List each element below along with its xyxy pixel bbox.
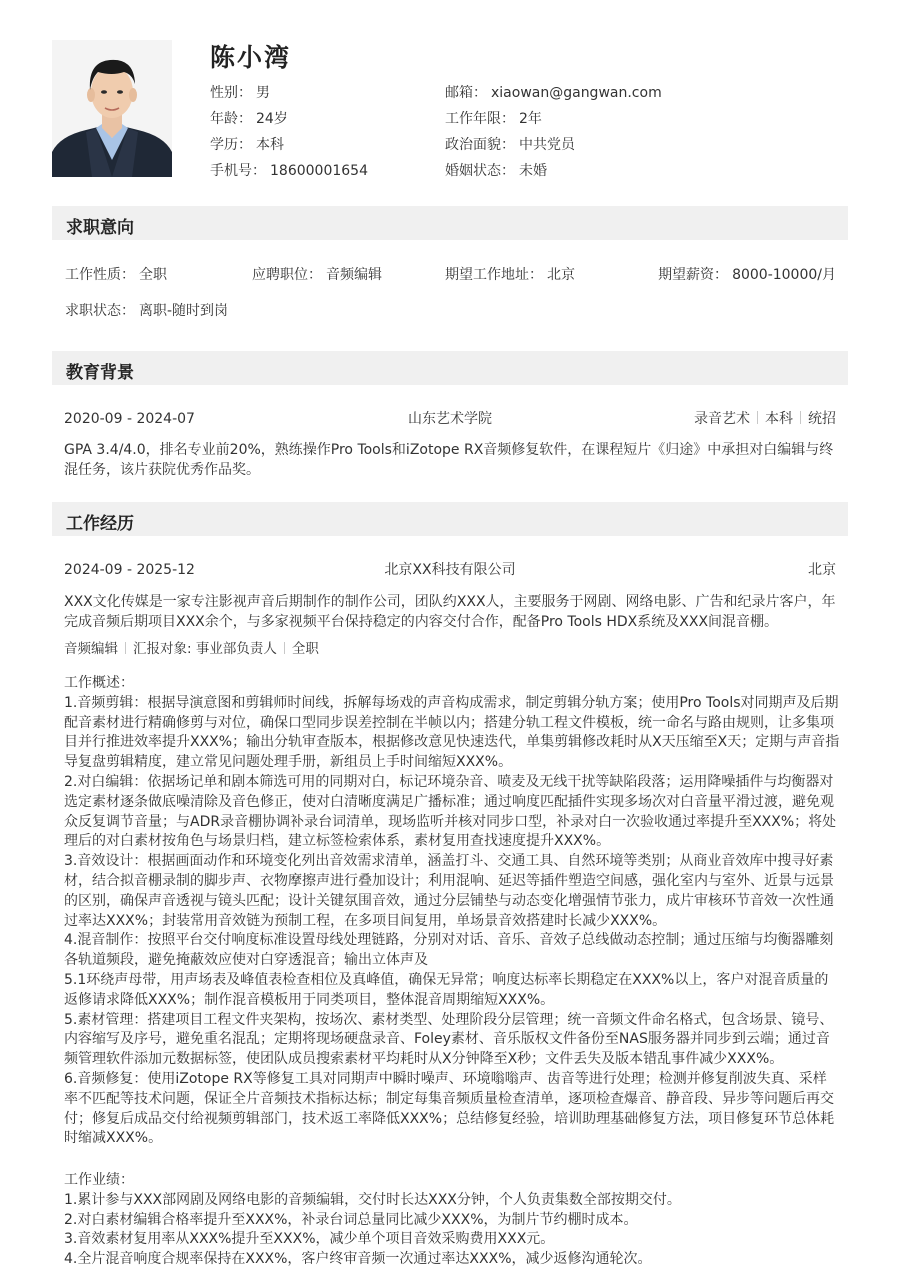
section-title: 工作经历: [66, 514, 134, 534]
education-major: 录音艺术: [694, 411, 750, 427]
section-title: 求职意向: [66, 218, 134, 238]
overview-item: 6.音频修复：使用iZotope RX等修复工具对同期声中瞬时噪声、环境嗡嗡声、齿音等进行处理；检测并修复削波失真、采样率不匹配等技术问题，保证全片音频技术指标达标；制定每集音频质量检查清单，逐项检查爆音、静音段、异步等问题后再交付；修复后成品交付给视频剪辑部门，技术返工率降低XXX%；总结修复经验，培训助理基础修复方法，项目修复环节总体耗时缩减XXX%。: [64, 1070, 835, 1147]
achievement-item: 3.音效素材复用率从XXX%提升至XXX%，减少单个项目音效采购费用XXX元。: [64, 1231, 555, 1248]
divider: [757, 411, 758, 424]
work-company: 北京XX科技有限公司: [384, 562, 516, 578]
overview-item: 2.对白编辑：依据场记单和剧本筛选可用的同期对白，标记环境杂音、喷麦及无线干扰等缺陷段落；运用降噪插件与均衡器对选定素材逐条做底噪清除及音色修正，使对白清晰度满足广播标准；通过响度匹配插件实现多场次对白音量平滑过渡，避免观众反复调节音量；与ADR录音棚协调补录台词清单，现场监听并核对同步口型，补录对白一次验收通过率提升至XXX%；将处理后的对白素材按角色与场景归档，建立标签检索体系，素材复用查找速度提升XXX%。: [64, 773, 837, 850]
work-achievements: [64, 1171, 840, 1270]
overview-item: 5.素材管理：搭建项目工程文件夹架构，按场次、素材类型、处理阶段分层管理；统一音频文件命名格式，包含场景、镜号、内容缩写及序号，避免重名混乱；定期将现场硬盘录音、Foley素材、音乐版权文件备份至NAS服务器并同步到云端；通过音频管理软件添加元数据标签，使团队成员搜索素材平均耗时从X分钟降至X秒；文件丢失及版本错乱事件减少XXX%。: [64, 1011, 834, 1068]
info-education: 学历： 本科: [210, 137, 284, 153]
profile-photo: [52, 40, 172, 177]
intent-status: 求职状态： 离职-随时到岗: [65, 303, 229, 319]
info-work-years: 工作年限： 2年: [445, 111, 542, 127]
info-marital-status: 婚姻状态： 未婚: [445, 163, 547, 179]
tag-position: 音频编辑: [64, 641, 118, 657]
education-details: [694, 410, 836, 428]
basic-info-left: [210, 84, 368, 188]
intent-salary: 期望薪资： 8000-10000/月: [658, 267, 836, 283]
work-overview: [64, 674, 840, 1149]
intent-position: 应聘职位： 音频编辑: [252, 267, 382, 283]
divider: [125, 642, 126, 654]
section-header-work: [52, 502, 848, 536]
overview-title: 工作概述：: [64, 675, 134, 691]
work-city: 北京: [808, 562, 836, 578]
intent-job-type: 工作性质： 全职: [65, 267, 167, 283]
education-degree: 本科: [765, 411, 793, 427]
achievement-item: 4.全片混音响度合规率保持在XXX%，客户终审音频一次通过率达XXX%，减少返修沟通轮次。: [64, 1251, 652, 1268]
work-tags: [64, 640, 319, 658]
info-email: 邮箱： xiaowan@gangwan.com: [445, 85, 662, 101]
achievements-title: 工作业绩：: [64, 1172, 134, 1188]
education-period: 2020-09 - 2024-07: [64, 411, 195, 427]
tag-report-to: 汇报对象: 事业部负责人: [133, 641, 277, 657]
info-phone: 手机号： 18600001654: [210, 163, 368, 179]
intent-location: 期望工作地址： 北京: [445, 267, 575, 283]
overview-item: 3.音效设计：根据画面动作和环境变化列出音效需求清单，涵盖打斗、交通工具、自然环境等类别；从商业音效库中搜寻好素材，结合拟音棚录制的脚步声、衣物摩擦声进行叠加设计；利用混响、延迟等插件塑造空间感，强化室内与室外、近景与远景的区别，确保声音透视与镜头匹配；设计关键氛围音效，通过分层铺垫与动态变化增强情节张力，成片审核环节音效一次性通过率达XXX%；封装常用音效链为预制工程，在多项目间复用，单场景音效搭建时长减少XXX%。: [64, 853, 834, 929]
section-header-intent: [52, 206, 848, 240]
info-political-status: 政治面貌： 中共党员: [445, 137, 575, 153]
achievement-item: 1.累计参与XXX部网剧及网络电影的音频编辑，交付时长达XXX分钟，个人负责集数全部按期交付。: [64, 1191, 681, 1208]
education-description: GPA 3.4/4.0，排名专业前20%，熟练操作Pro Tools和iZotope RX音频修复软件，在课程短片《归途》中承担对白编辑与终混任务，该片获院优秀作品奖。: [64, 442, 834, 478]
avatar-portrait-icon: [52, 40, 172, 177]
section-title: 教育背景: [66, 363, 134, 383]
divider: [800, 411, 801, 424]
section-header-education: [52, 351, 848, 385]
tag-job-type: 全职: [291, 641, 319, 657]
info-gender: 性别： 男: [210, 85, 270, 101]
overview-item: 5.1环绕声母带，用声场表及峰值表检查相位及真峰值，确保无异常；响度达标率长期稳定在XXX%以上，客户对混音质量的返修请求降低XXX%；制作混音模板用于同类项目，整体混音周期缩短XXX%。: [64, 971, 829, 1008]
info-age: 年龄： 24岁: [210, 111, 288, 127]
overview-item: 4.混音制作：按照平台交付响度标准设置母线处理链路，分别对对话、音乐、音效子总线做动态控制；通过压缩与均衡器雕刻各轨道频段，避免掩蔽效应使对白穿透混音；输出立体声及: [64, 932, 834, 969]
divider: [284, 642, 285, 654]
overview-item: 1.音频剪辑：根据导演意图和剪辑师时间线，拆解每场戏的声音构成需求，制定剪辑分轨方案；使用Pro Tools对同期声及后期配音素材进行精确修剪与对位，确保口型同步误差控制在半帧以内；搭建分轨工程文件模板，统一命名与路由规则，让多集项目并行推进效率提升XXX%；输出分轨审查版本，根据修改意见快速迭代，单集剪辑修改耗时从X天压缩至X天；定期与声音指导复盘剪辑精度，建立常见问题处理手册，新组员上手时间缩短XXX%。: [64, 694, 840, 771]
work-period: 2024-09 - 2025-12: [64, 562, 195, 578]
work-company-intro: XXX文化传媒是一家专注影视声音后期制作的制作公司，团队约XXX人，主要服务于网剧、网络电影、广告和纪录片客户，年完成音频后期项目XXX余个，与多家视频平台保持稳定的内容交付合作，配备Pro Tools HDX系统及XXX间混音棚。: [64, 594, 836, 630]
basic-info-right: [445, 84, 662, 188]
achievement-item: 2.对白素材编辑合格率提升至XXX%，补录台词总量同比减少XXX%，为制片节约棚时成本。: [64, 1211, 638, 1228]
candidate-name: 陈小湾: [210, 43, 292, 72]
education-type: 统招: [808, 411, 836, 427]
education-school: 山东艺术学院: [408, 411, 492, 427]
